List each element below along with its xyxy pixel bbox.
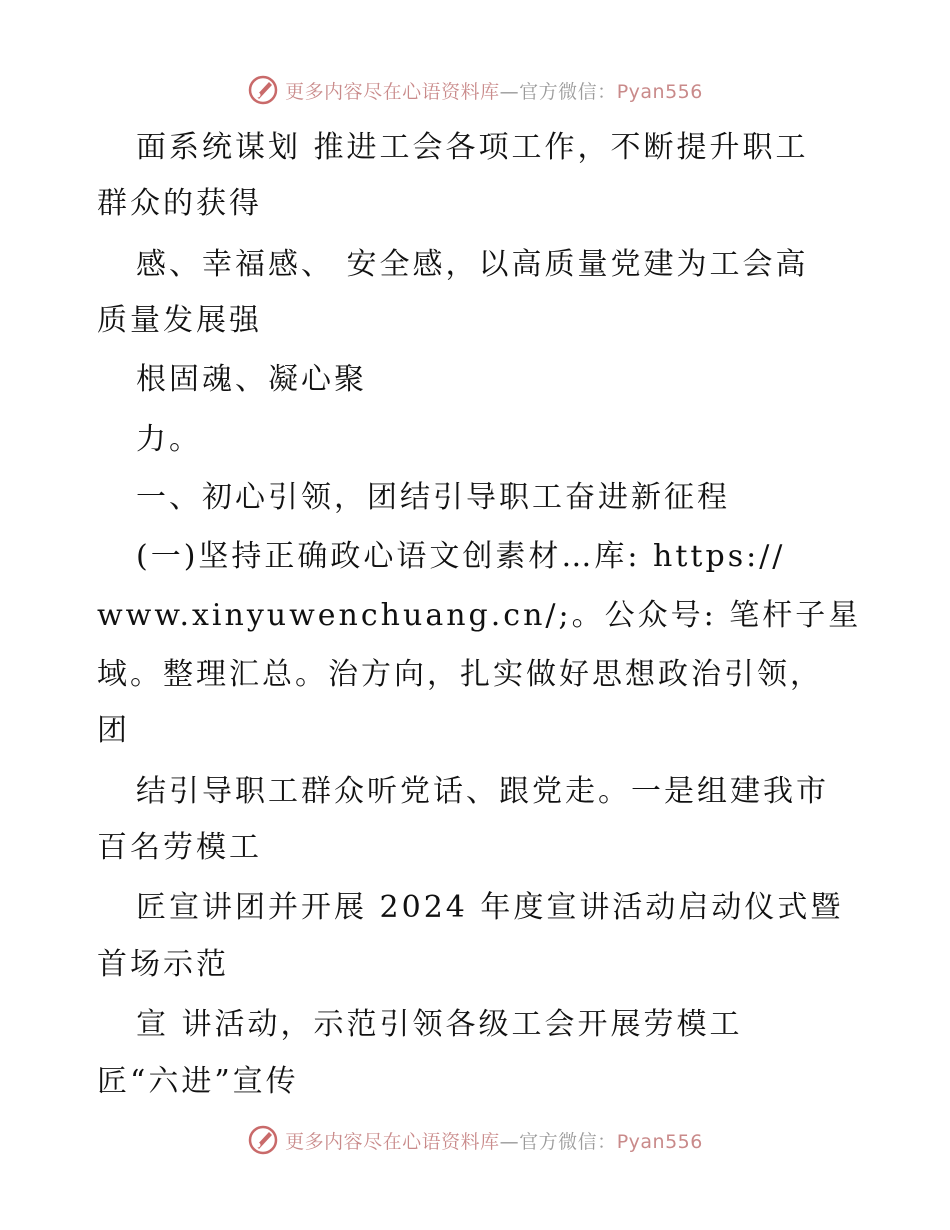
text-line: 匠“六进”宣传 (97, 1064, 299, 1099)
watermark-dash: — (499, 80, 520, 103)
watermark-main: 更多内容尽在心语资料库 (285, 1130, 500, 1153)
watermark-id: Pyan556 (616, 80, 703, 103)
text-line: 面系统谋划 推进工会各项工作，不断提升职工 (136, 130, 809, 165)
text-line: 首场示范 (97, 947, 229, 982)
text-line: 结引导职工群众听党话、跟党走。一是组建我市 (136, 774, 829, 809)
section-heading: 一、初心引领，团结引导职工奋进新征程 (136, 480, 730, 515)
watermark-text (285, 77, 703, 104)
watermark-main: 更多内容尽在心语资料库 (285, 80, 500, 103)
text-line: 百名劳模工 (97, 830, 262, 865)
watermark-tail: 官方微信： (519, 1130, 617, 1153)
text-line: 团 (97, 713, 130, 748)
footer-watermark (0, 1120, 950, 1160)
text-line: 群众的获得 (97, 186, 262, 221)
text-line: 根固魂、凝心聚 (136, 362, 367, 397)
watermark-dash: — (499, 1130, 520, 1153)
watermark-id: Pyan556 (616, 1130, 703, 1153)
watermark-tail: 官方微信： (519, 80, 617, 103)
logo-icon (247, 1124, 279, 1156)
text-line: 匠宣讲团并开展 2024 年度宣讲活动启动仪式暨 (136, 890, 844, 925)
logo-icon (247, 74, 279, 106)
text-line: 质量发展强 (97, 303, 262, 338)
watermark-text (285, 1127, 703, 1154)
header-watermark (0, 70, 950, 110)
subsection-heading: (一)坚持正确政心语文创素材…库: https:// (136, 539, 786, 574)
text-line: www.xinyuwenchuang.cn/;。公众号: 笔杆子星 (97, 598, 862, 633)
text-line: 感、幸福感、 安全感，以高质量党建为工会高 (136, 247, 809, 282)
text-line: 力。 (136, 422, 202, 457)
text-line: 域。整理汇总。治方向，扎实做好思想政治引领， (97, 657, 823, 692)
text-line: 宣 讲活动，示范引领各级工会开展劳模工 (136, 1007, 743, 1042)
